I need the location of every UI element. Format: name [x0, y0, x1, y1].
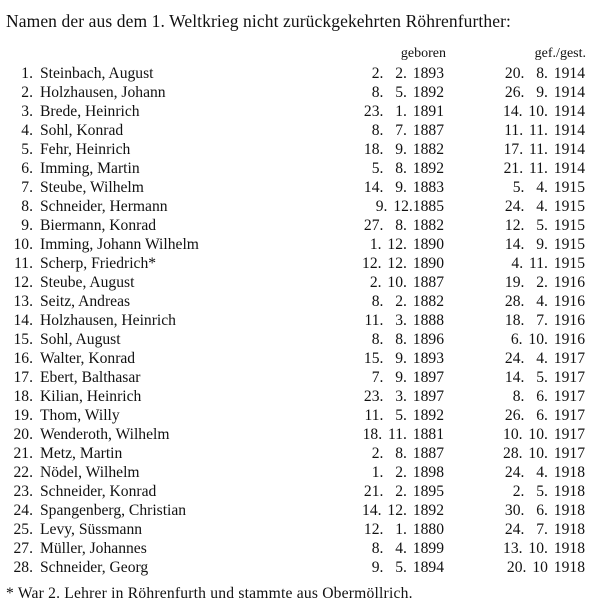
entry-number: 22.: [13, 464, 33, 481]
entry-birth-date: 11. 3. 1888: [364, 312, 444, 329]
list-item: [0, 349, 597, 368]
list-item: [0, 330, 597, 349]
entry-birth-date: 14. 12. 1892: [362, 502, 444, 519]
entry-number: 14.: [13, 312, 33, 329]
entry-number: 24.: [13, 502, 33, 519]
entry-number: 16.: [13, 350, 33, 367]
entry-birth-date: 23. 1. 1891: [363, 103, 444, 120]
entry-death-date: 30. 6. 1918: [504, 502, 585, 519]
entry-birth-date: 2. 10. 1887: [369, 274, 444, 291]
entry-birth-date: 11. 5. 1892: [364, 407, 444, 424]
list-item: [0, 254, 597, 273]
entry-name: Metz, Martin: [40, 445, 123, 462]
entry-name: Sohl, Konrad: [40, 122, 124, 139]
page-title: Namen der aus dem 1. Weltkrieg nicht zurückgekehrten Röhrenfurther:: [6, 11, 511, 31]
entry-name: Spangenberg, Christian: [40, 502, 187, 519]
entry-name: Schneider, Hermann: [40, 198, 168, 215]
entry-name: Schneider, Georg: [40, 559, 149, 576]
entry-death-date: 8. 6. 1917: [512, 388, 585, 405]
list-item: [0, 558, 597, 577]
entry-death-date: 26. 6. 1917: [504, 407, 585, 424]
entry-death-date: 4. 11. 1915: [511, 255, 585, 272]
name-list: [0, 64, 597, 577]
entry-name: Schneider, Konrad: [40, 483, 157, 500]
entry-birth-date: 12. 1. 1880: [363, 521, 444, 538]
entry-death-date: 18. 7. 1916: [504, 312, 585, 329]
list-item: [0, 520, 597, 539]
entry-number: 20.: [13, 426, 33, 443]
entry-death-date: 6. 10. 1916: [510, 331, 585, 348]
footnote: * War 2. Lehrer in Röhrenfurth und stammte aus Obermöllrich.: [6, 585, 413, 602]
list-item: [0, 121, 597, 140]
list-item: [0, 425, 597, 444]
entry-number: 27.: [13, 540, 33, 557]
entry-name: Imming, Johann Wilhelm: [40, 236, 199, 253]
list-item: [0, 159, 597, 178]
entry-birth-date: 8. 5. 1892: [371, 84, 444, 101]
entry-name: Steube, Wilhelm: [40, 179, 144, 196]
entry-number: 13.: [13, 293, 33, 310]
entry-number: 10.: [13, 236, 33, 253]
entry-birth-date: 8. 7. 1887: [371, 122, 444, 139]
entry-death-date: 5. 4. 1915: [512, 179, 585, 196]
entry-name: Steinbach, August: [40, 65, 154, 82]
entry-birth-date: 8. 4. 1899: [371, 540, 444, 557]
entry-name: Biermann, Konrad: [40, 217, 157, 234]
list-item: [0, 178, 597, 197]
entry-death-date: 14. 5. 1917: [504, 369, 585, 386]
entry-name: Imming, Martin: [40, 160, 140, 177]
list-item: [0, 140, 597, 159]
list-item: [0, 501, 597, 520]
entry-birth-date: 12. 12. 1890: [362, 255, 444, 272]
list-item: [0, 539, 597, 558]
list-item: [0, 216, 597, 235]
list-item: [0, 311, 597, 330]
entry-number: 17.: [13, 369, 33, 386]
entry-death-date: 14. 10. 1914: [503, 103, 585, 120]
entry-name: Brede, Heinrich: [40, 103, 140, 120]
entry-death-date: 20. 8. 1914: [504, 65, 585, 82]
entry-birth-date: 21. 2. 1895: [363, 483, 444, 500]
entry-name: Levy, Süssmann: [40, 521, 143, 538]
list-item: [0, 83, 597, 102]
entry-birth-date: 2. 2. 1893: [371, 65, 444, 82]
entry-death-date: 13. 10. 1918: [503, 540, 585, 557]
entry-number: 3.: [21, 103, 33, 120]
entry-number: 25.: [13, 521, 33, 538]
list-item: [0, 292, 597, 311]
entry-number: 23.: [13, 483, 33, 500]
entry-name: Nödel, Wilhelm: [40, 464, 140, 481]
entry-death-date: 28. 4. 1916: [504, 293, 585, 310]
entry-death-date: 17. 11. 1914: [503, 141, 585, 158]
entry-birth-date: 1. 2. 1898: [371, 464, 444, 481]
list-item: [0, 273, 597, 292]
entry-number: 6.: [21, 160, 33, 177]
list-item: [0, 235, 597, 254]
entry-death-date: 24. 4. 1915: [504, 198, 585, 215]
entry-death-date: 10. 10. 1917: [503, 426, 585, 443]
entry-number: 12.: [13, 274, 33, 291]
list-item: [0, 197, 597, 216]
entry-number: 9.: [21, 217, 33, 234]
list-item: [0, 444, 597, 463]
entry-birth-date: 18. 9. 1882: [363, 141, 444, 158]
entry-death-date: 19. 2. 1916: [504, 274, 585, 291]
entry-number: 19.: [13, 407, 33, 424]
entry-death-date: 11. 11. 1914: [504, 122, 585, 139]
entry-death-date: 24. 4. 1918: [504, 464, 585, 481]
entry-name: Scherp, Friedrich*: [40, 255, 157, 272]
entry-number: 7.: [21, 179, 33, 196]
entry-number: 11.: [14, 255, 33, 272]
entry-name: Steube, August: [40, 274, 135, 291]
entry-birth-date: 23. 3. 1897: [363, 388, 444, 405]
entry-number: 28.: [13, 559, 33, 576]
entry-number: 4.: [21, 122, 33, 139]
entry-number: 15.: [13, 331, 33, 348]
list-item: [0, 368, 597, 387]
column-header-died: gef./gest.: [534, 46, 586, 61]
column-header-born: geboren: [400, 46, 446, 61]
entry-name: Wenderoth, Wilhelm: [40, 426, 170, 443]
entry-birth-date: 1. 12. 1890: [369, 236, 444, 253]
entry-birth-date: 5. 8. 1892: [371, 160, 444, 177]
entry-death-date: 20. 10 1918: [506, 559, 585, 576]
entry-name: Fehr, Heinrich: [40, 141, 131, 158]
entry-death-date: 2. 5. 1918: [512, 483, 585, 500]
entry-name: Seitz, Andreas: [40, 293, 131, 310]
list-item: [0, 482, 597, 501]
entry-name: Ebert, Balthasar: [40, 369, 141, 386]
entry-birth-date: 9. 12.1885: [375, 198, 444, 215]
entry-name: Holzhausen, Johann: [40, 84, 166, 101]
list-item: [0, 387, 597, 406]
list-item: [0, 463, 597, 482]
entry-death-date: 24. 7. 1918: [504, 521, 585, 538]
entry-birth-date: 18. 11. 1881: [362, 426, 444, 443]
entry-number: 21.: [13, 445, 33, 462]
entry-birth-date: 7. 9. 1897: [371, 369, 444, 386]
entry-number: 5.: [21, 141, 33, 158]
entry-death-date: 12. 5. 1915: [504, 217, 585, 234]
entry-birth-date: 8. 8. 1896: [371, 331, 444, 348]
entry-number: 1.: [21, 65, 33, 82]
entry-birth-date: 14. 9. 1883: [363, 179, 444, 196]
entry-birth-date: 15. 9. 1893: [363, 350, 444, 367]
entry-number: 8.: [21, 198, 33, 215]
entry-name: Walter, Konrad: [40, 350, 136, 367]
entry-name: Kilian, Heinrich: [40, 388, 142, 405]
list-item: [0, 406, 597, 425]
entry-death-date: 28. 10. 1917: [503, 445, 585, 462]
entry-number: 2.: [21, 84, 33, 101]
entry-number: 18.: [13, 388, 33, 405]
entry-death-date: 14. 9. 1915: [504, 236, 585, 253]
entry-name: Thom, Willy: [40, 407, 120, 424]
entry-birth-date: 9. 5. 1894: [371, 559, 444, 576]
entry-name: Müller, Johannes: [40, 540, 147, 557]
list-item: [0, 64, 597, 83]
entry-birth-date: 8. 2. 1882: [371, 293, 444, 310]
entry-death-date: 24. 4. 1917: [504, 350, 585, 367]
entry-name: Sohl, August: [40, 331, 121, 348]
list-item: [0, 102, 597, 121]
entry-birth-date: 27. 8. 1882: [363, 217, 444, 234]
entry-birth-date: 2. 8. 1887: [371, 445, 444, 462]
entry-name: Holzhausen, Heinrich: [40, 312, 176, 329]
entry-death-date: 26. 9. 1914: [504, 84, 585, 101]
entry-death-date: 21. 11. 1914: [503, 160, 585, 177]
